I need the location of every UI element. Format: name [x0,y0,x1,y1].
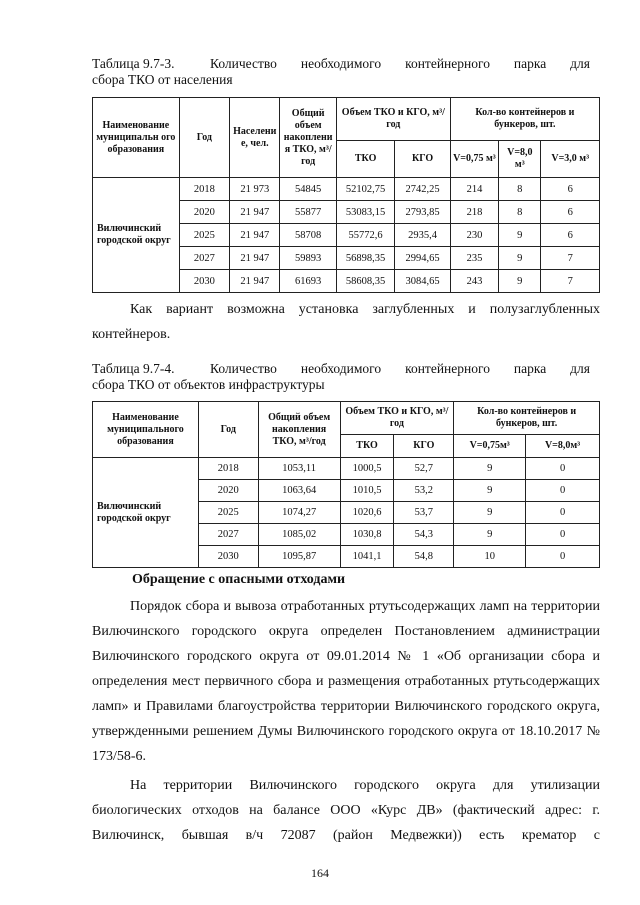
table1-caption [92,56,600,72]
table-cell: 0 [526,524,600,546]
table-cell: 52102,75 [336,178,394,201]
header-kgo: КГО [395,141,450,178]
table-cell: 0 [526,458,600,480]
table-cell: 54,3 [394,524,454,546]
header-v3: V=3,0 м³ [541,141,600,178]
t2-header-v8: V=8,0м³ [526,435,600,458]
table-cell: 7 [541,270,600,293]
table-cell: 2018 [179,178,229,201]
table-cell: 2025 [179,224,229,247]
table-cell: 2018 [198,458,258,480]
t2-header-municipality: Наименование муниципального образования [93,402,199,458]
header-volume-group: Объем ТКО и КГО, м³/год [336,98,450,141]
document-page [92,56,600,848]
table-cell: 3084,65 [395,270,450,293]
table-cell: 2793,85 [395,201,450,224]
table-cell: 6 [541,201,600,224]
table-cell: 54845 [280,178,336,201]
table-cell: 21 947 [230,247,280,270]
table-cell: 1085,02 [258,524,340,546]
table-cell: 2742,25 [395,178,450,201]
table-cell: 53,2 [394,480,454,502]
table-cell: 56898,35 [336,247,394,270]
table-cell: 2030 [198,546,258,568]
table-row [93,178,600,201]
t2-header-v075: V=0,75м³ [454,435,526,458]
table-cell: 10 [454,546,526,568]
table-cell: 58708 [280,224,336,247]
table-cell: 7 [541,247,600,270]
table-cell: 235 [450,247,498,270]
table1-caption-title: Количество необходимого контейнерного парка для [210,56,590,71]
table-cell: 21 947 [230,224,280,247]
t2-header-year: Год [198,402,258,458]
page-number: 164 [311,866,329,880]
table-cell: 21 947 [230,270,280,293]
table2 [92,401,600,568]
table-cell: 0 [526,546,600,568]
table-cell: 1030,8 [340,524,394,546]
section-heading: Обращение с опасными отходами [132,572,346,587]
header-v8: V=8,0 м³ [499,141,541,178]
table1 [92,97,600,293]
table2-caption-line2: сбора ТКО от объектов инфраструктуры [92,377,325,392]
table-cell: 1010,5 [340,480,394,502]
header-v075: V=0,75 м³ [450,141,498,178]
table1-caption-line2: сбора ТКО от населения [92,72,233,87]
table-cell: 8 [499,201,541,224]
table-cell: 230 [450,224,498,247]
table-cell: 52,7 [394,458,454,480]
table-cell: 2935,4 [395,224,450,247]
municipality-cell: Вилючинский городской округ [93,178,180,293]
table-cell: 1000,5 [340,458,394,480]
table-cell: 6 [541,178,600,201]
header-containers-group: Кол-во контейнеров и бункеров, шт. [450,98,599,141]
table-cell: 55772,6 [336,224,394,247]
table-cell: 1095,87 [258,546,340,568]
table-cell: 1020,6 [340,502,394,524]
table2-caption-title: Количество необходимого контейнерного парка для [210,361,590,376]
table-cell: 21 947 [230,201,280,224]
table-cell: 53,7 [394,502,454,524]
table-cell: 2020 [179,201,229,224]
paragraph-containers: Как вариант возможна установка заглубленных и полузаглубленных контейнеров. [92,302,600,342]
table-cell: 8 [499,178,541,201]
table-cell: 2030 [179,270,229,293]
table-cell: 243 [450,270,498,293]
header-tko: ТКО [336,141,394,178]
table-cell: 0 [526,480,600,502]
table-row [93,458,600,480]
table-cell: 55877 [280,201,336,224]
table-cell: 9 [454,480,526,502]
table-cell: 9 [499,270,541,293]
table-cell: 214 [450,178,498,201]
municipality-cell: Вилючинский городской округ [93,458,199,568]
table-cell: 2027 [179,247,229,270]
t2-header-tko: ТКО [340,435,394,458]
table-cell: 1053,11 [258,458,340,480]
table-cell: 1041,1 [340,546,394,568]
table-cell: 2994,65 [395,247,450,270]
table-cell: 218 [450,201,498,224]
t2-header-total-volume: Общий объем накопления ТКО, м³/год [258,402,340,458]
table-cell: 2020 [198,480,258,502]
table-cell: 9 [454,524,526,546]
table-cell: 2027 [198,524,258,546]
t2-header-kgo: КГО [394,435,454,458]
table-cell: 9 [499,224,541,247]
table2-caption-number: Таблица 9.7-4. [92,361,175,376]
header-total-volume: Общий объем накоплени я ТКО, м³/год [280,98,336,178]
table-cell: 2025 [198,502,258,524]
table-cell: 1074,27 [258,502,340,524]
table2-caption [92,361,600,377]
header-municipality: Наименование муниципальн ого образования [93,98,180,178]
header-year: Год [179,98,229,178]
table-cell: 6 [541,224,600,247]
table-cell: 9 [499,247,541,270]
header-population: Населени е, чел. [230,98,280,178]
table-cell: 54,8 [394,546,454,568]
table-cell: 21 973 [230,178,280,201]
table-cell: 9 [454,502,526,524]
table-cell: 53083,15 [336,201,394,224]
table1-caption-number: Таблица 9.7-3. [92,56,175,71]
table-cell: 1063,64 [258,480,340,502]
table-cell: 0 [526,502,600,524]
paragraph-biological-waste: На территории Вилючинского городского округа для утилизации биологических отходов на балансе ООО «Курс ДВ» (фактический адрес: г. Вилючинск, бывшая в/ч 72087 (район Медвежки)) есть крематор с [92,778,600,843]
table-cell: 61693 [280,270,336,293]
paragraph-mercury-lamps: Порядок сбора и вывоза отработанных ртутьсодержащих ламп на территории Вилючинского городского округа определен Постановлением администрации Вилючинского городского округа от 09.01.2014 № 1 «Об организации сбора и определения мест первичного сбора и размещения отработанных ртутьсодержащих ламп» и Правилами благоустройства территории Вилючинского городского округа, утвержденными решением Думы Вилючинского городского округа от 18.10.2017 № 173/58-6. [92,599,600,764]
table-cell: 9 [454,458,526,480]
table-cell: 58608,35 [336,270,394,293]
t2-header-volume-group: Объем ТКО и КГО, м³/год [340,402,454,435]
table-cell: 59893 [280,247,336,270]
t2-header-containers-group: Кол-во контейнеров и бункеров, шт. [454,402,600,435]
